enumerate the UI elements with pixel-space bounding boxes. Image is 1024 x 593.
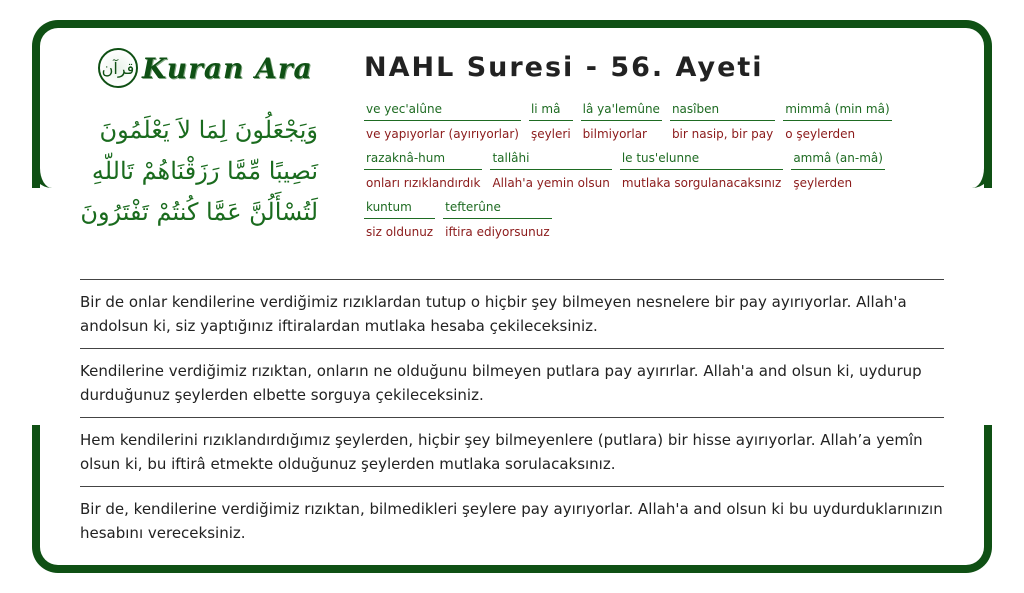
arabic-line: وَيَجْعَلُونَ لِمَا لاَ يَعْلَمُونَ [99,116,318,144]
word-meaning: iftira ediyorsunuz [445,225,550,239]
translation-item: Hem kendilerini rızıklandırdığımız şeylerden, hiçbir şey bilmeyenlere (putlara) bir hisse ayırıyorlar. Allah’a yemîn olsun ki, bu iftirâ etmekte olduğunuz şeylerden mutlaka sorulacaksınız. [80,417,944,486]
word-transliteration: tallâhi [490,151,611,170]
word-meaning: mutlaka sorgulanacaksınız [621,176,782,190]
word-item[interactable] [364,102,521,141]
word-transliteration: kuntum [364,200,435,219]
word-item[interactable] [364,151,482,190]
word-meaning: onları rızıklandırdık [366,176,481,190]
word-transliteration: le tus'elunne [620,151,784,170]
word-meaning: şeylerden [793,176,853,190]
translation-item: Bir de, kendilerine verdiğimiz rızıktan, bilmedikleri şeylere pay ayırıyorlar. Allah'a and olsun ki bu uydurduklarınızın hesabını vereceksiniz. [80,486,944,555]
word-transliteration: li mâ [529,102,573,121]
word-transliteration: ve yec'alûne [364,102,521,121]
translation-item: Kendilerine verdiğimiz rızıktan, onların ne olduğunu bilmeyen putlara pay ayırırlar. Allah'a and olsun ki, uydurup durduğunuz şeylerden elbette sorguya çekileceksiniz. [80,348,944,417]
word-item[interactable] [620,151,784,190]
word-meaning: siz oldunuz [366,225,434,239]
word-meaning: Allah'a yemin olsun [492,176,610,190]
word-meaning: bilmiyorlar [582,127,647,141]
page-title: NAHL Suresi - 56. Ayeti [364,52,764,83]
word-item[interactable] [783,102,891,141]
translation-item: Bir de onlar kendilerine verdiğimiz rızıklardan tutup o hiçbir şey bilmeyen nesnelere bir pay ayırıyorlar. Allah'a andolsun ki, siz yaptığınız iftiralardan mutlaka hesaba çekileceksiniz. [80,279,944,348]
word-by-word-list [364,102,964,239]
word-meaning: ve yapıyorlar (ayırıyorlar) [366,127,519,141]
word-item[interactable] [791,151,885,190]
word-transliteration: mimmâ (min mâ) [783,102,891,121]
word-item[interactable] [529,102,573,141]
arabic-verse [52,110,318,233]
quran-seal-icon: قرآن [98,48,138,88]
arabic-line: نَصِيبًا مِّمَّا رَزَقْنَاهُمْ تَاللّهِ [91,157,318,185]
word-item[interactable] [364,200,435,239]
arabic-line: لَتُسْأَلُنَّ عَمَّا كُنتُمْ تَفْتَرُونَ [80,198,318,226]
site-logo[interactable] [98,46,318,90]
word-transliteration: lâ ya'lemûne [581,102,662,121]
word-transliteration: tefterûne [443,200,552,219]
word-meaning: bir nasip, bir pay [671,127,774,141]
word-item[interactable] [581,102,662,141]
logo-text: Kuran Ara [142,51,313,85]
word-transliteration: ammâ (an-mâ) [791,151,885,170]
word-transliteration: razaknâ-hum [364,151,482,170]
word-meaning: şeyleri [530,127,571,141]
word-item[interactable] [443,200,552,239]
word-item[interactable] [490,151,611,190]
word-item[interactable] [670,102,775,141]
translation-list [80,279,944,555]
word-meaning: o şeylerden [785,127,856,141]
word-transliteration: nasîben [670,102,775,121]
